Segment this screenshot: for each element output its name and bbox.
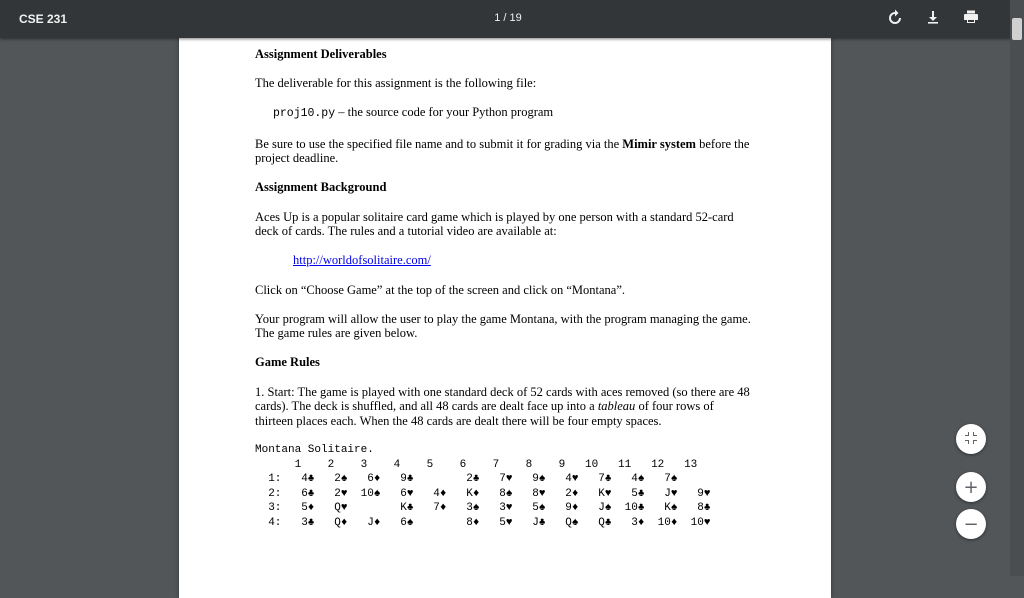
submit-paragraph [255, 137, 755, 166]
zoom-in-button[interactable] [956, 472, 986, 502]
tableau-term: tableau [597, 399, 636, 414]
download-icon [925, 9, 941, 30]
choose-game-paragraph: Click on “Choose Game” at the top of the screen and click on “Montana”. [255, 282, 626, 297]
scrollbar[interactable] [1010, 0, 1024, 576]
rotate-button[interactable] [885, 9, 905, 29]
scrollbar-thumb[interactable] [1012, 18, 1022, 40]
page-indicator: 1 / 19 [494, 12, 522, 24]
background-heading: Assignment Background [255, 180, 387, 195]
submit-text-1: Be sure to use the specified file name and to submit it for grading via the [255, 136, 623, 151]
link-line [255, 253, 755, 268]
board-row: 2: 6♣ 2♥ 10♠ 6♥ 4♦ K♦ 8♠ 8♥ 2♦ K♥ 5♣ J♥ 9♥ [255, 487, 711, 500]
rule-1-paragraph [255, 385, 755, 429]
rules-heading: Game Rules [255, 355, 320, 370]
pdf-toolbar [0, 0, 1024, 38]
fit-to-page-button[interactable] [956, 424, 986, 454]
zoom-out-button[interactable] [956, 509, 986, 539]
mimir-system-text: Mimir system [622, 136, 696, 151]
background-paragraph: Aces Up is a popular solitaire card game which is played by one person with a standard 52-card deck of cards. The rules and a tutorial video are available at: [255, 209, 734, 239]
print-button[interactable] [961, 9, 981, 29]
page-content [255, 47, 755, 531]
board-row: 3: 5♦ Q♥ K♣ 7♦ 3♠ 3♥ 5♠ 9♦ J♠ 10♣ K♠ 8♣ [255, 502, 711, 515]
print-icon [963, 9, 979, 30]
board-row: 4: 3♣ Q♦ J♦ 6♠ 8♦ 5♥ J♣ Q♠ Q♣ 3♦ 10♦ 10♥ [255, 517, 711, 529]
board-row: 1: 4♣ 2♠ 6♦ 9♣ 2♣ 7♥ 9♠ 4♥ 7♣ 4♠ 7♠ [255, 473, 678, 486]
rule-1-text-1: 1. Start: The game is played with one standard deck of 52 cards with aces removed (so there are 48 cards). The deck is shuffled, and all 48 cards are dealt face up into a [255, 384, 750, 414]
program-paragraph: Your program will allow the user to play the game Montana, with the program managing the game. The game rules are given below. [255, 311, 751, 341]
submit-text-2: before the project deadline. [255, 136, 750, 166]
board-column-header: 1 2 3 4 5 6 7 8 9 10 11 12 13 [255, 458, 698, 471]
pdf-page [179, 38, 831, 598]
rule-1-text-2: of four rows of thirteen places each. When the 48 cards are dealt there will be four empty spaces. [255, 399, 714, 428]
file-name: proj10.py [273, 107, 336, 121]
rotate-icon [887, 9, 903, 30]
plus-icon: + [963, 476, 979, 498]
worldofsolitaire-link[interactable]: http://worldofsolitaire.com/ [293, 253, 431, 268]
download-button[interactable] [923, 9, 943, 29]
document-title: CSE 231 [19, 12, 68, 26]
file-description: – the source code for your Python program [335, 105, 554, 120]
montana-board [255, 443, 755, 531]
deliverables-heading: Assignment Deliverables [255, 47, 387, 61]
file-line [255, 105, 755, 122]
minus-icon: − [963, 513, 979, 535]
fit-to-page-icon [964, 429, 978, 450]
deliverables-intro: The deliverable for this assignment is the following file: [255, 76, 537, 91]
board-title: Montana Solitaire. [255, 444, 374, 457]
